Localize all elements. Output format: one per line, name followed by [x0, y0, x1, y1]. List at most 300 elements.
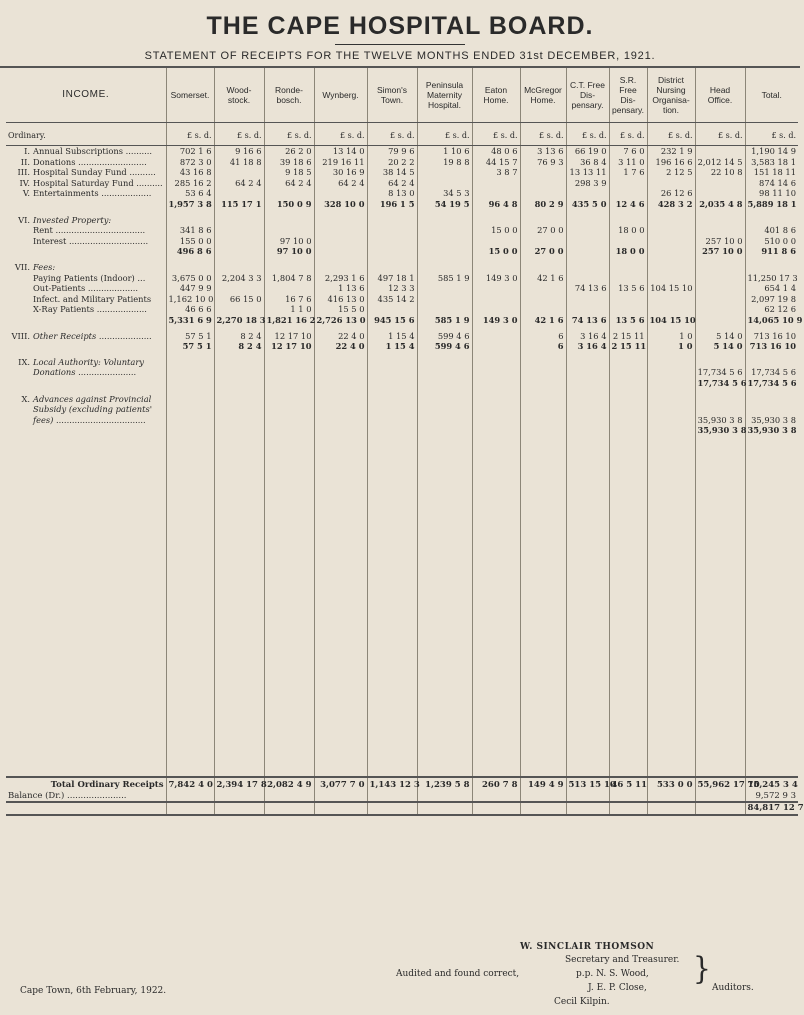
- amount-cell: [264, 283, 314, 294]
- amount-cell: 257 10 0: [695, 246, 745, 257]
- subtotal-row: [6, 199, 798, 210]
- empty-cell: [609, 791, 647, 803]
- amount-cell: 15 0 0: [472, 225, 520, 236]
- amount-cell: 5,331 6 9: [166, 315, 214, 326]
- table-row: [6, 225, 798, 236]
- amount-cell: [609, 367, 647, 378]
- row-label: [6, 283, 166, 294]
- amount-cell: 1,190 14 9: [745, 146, 798, 157]
- column-header: McGregor Home.: [520, 68, 566, 122]
- row-label: [6, 315, 166, 326]
- column-header: Somerset.: [166, 68, 214, 122]
- amount-cell: [264, 425, 314, 436]
- column-header: S.R. Free Dis-pensary.: [609, 68, 647, 122]
- amount-cell: [166, 425, 214, 436]
- empty-cell: [472, 802, 520, 815]
- auditor-two: Cecil Kilpin.: [554, 997, 610, 1007]
- row-label: [6, 215, 166, 226]
- amount-cell: [417, 404, 472, 415]
- amount-cell: [314, 378, 367, 389]
- amount-cell: 54 19 5: [417, 199, 472, 210]
- amount-cell: [609, 273, 647, 284]
- signatory-title: Secretary and Treasurer.: [565, 955, 680, 965]
- amount-cell: [566, 215, 609, 226]
- empty-cell: [520, 791, 566, 803]
- amount-cell: [166, 378, 214, 389]
- amount-cell: [264, 225, 314, 236]
- blank-cell: [314, 441, 367, 777]
- amount-cell: 13 5 6: [609, 315, 647, 326]
- amount-cell: 713 16 10: [745, 331, 798, 342]
- amount-cell: 115 17 1: [214, 199, 264, 210]
- amount-cell: 911 8 6: [745, 246, 798, 257]
- table-row: [6, 273, 798, 284]
- amount-cell: [417, 304, 472, 315]
- amount-cell: [520, 425, 566, 436]
- amount-cell: [472, 425, 520, 436]
- row-number: X.: [21, 393, 30, 404]
- column-header: Peninsula Maternity Hospital.: [417, 68, 472, 122]
- amount-cell: [417, 415, 472, 426]
- amount-cell: [520, 215, 566, 226]
- table-row: [6, 394, 798, 405]
- amount-cell: [367, 378, 417, 389]
- amount-cell: 41 18 8: [214, 157, 264, 168]
- table-row: [6, 236, 798, 247]
- row-label: [6, 199, 166, 210]
- amount-cell: [367, 415, 417, 426]
- auditor-one: J. E. P. Close,: [588, 983, 647, 993]
- amount-cell: 2,035 4 8: [695, 199, 745, 210]
- amount-cell: 5 14 0: [695, 331, 745, 342]
- amount-cell: 12 17 10: [264, 341, 314, 352]
- amount-cell: 585 1 9: [417, 273, 472, 284]
- empty-cell: [472, 791, 520, 803]
- row-number: IX.: [18, 356, 30, 367]
- amount-cell: 585 1 9: [417, 315, 472, 326]
- amount-cell: [417, 225, 472, 236]
- table-body: [6, 122, 804, 815]
- amount-cell: [264, 415, 314, 426]
- amount-cell: [214, 394, 264, 405]
- empty-cell: [6, 802, 166, 815]
- empty-cell: [214, 802, 264, 815]
- report-subtitle: STATEMENT OF RECEIPTS FOR THE TWELVE MONTHS ENDED 31st DECEMBER, 1921.: [144, 50, 656, 62]
- amount-cell: 97 10 0: [264, 236, 314, 247]
- empty-cell: [314, 791, 367, 803]
- amount-cell: 80 2 9: [520, 199, 566, 210]
- amount-cell: 1 15 4: [367, 341, 417, 352]
- amount-cell: [214, 378, 264, 389]
- blank-cell: [6, 441, 166, 777]
- amount-cell: 510 0 0: [745, 236, 798, 247]
- row-label-text: Infect. and Military Patients: [33, 293, 152, 304]
- amount-cell: 2,097 19 8: [745, 294, 798, 305]
- amount-cell: [609, 404, 647, 415]
- amount-cell: [695, 273, 745, 284]
- amount-cell: 36 8 4: [566, 157, 609, 168]
- table-row: [6, 367, 798, 378]
- column-header: Simon's Town.: [367, 68, 417, 122]
- amount-cell: 219 16 11: [314, 157, 367, 168]
- amount-cell: 26 12 6: [647, 188, 695, 199]
- amount-cell: [566, 273, 609, 284]
- amount-cell: [472, 283, 520, 294]
- amount-cell: [214, 262, 264, 273]
- amount-cell: [647, 415, 695, 426]
- amount-cell: 12 3 3: [367, 283, 417, 294]
- row-label-text: Paying Patients (Indoor) ...: [33, 272, 146, 283]
- amount-cell: 341 8 6: [166, 225, 214, 236]
- amount-cell: 27 0 0: [520, 246, 566, 257]
- empty-cell: [520, 802, 566, 815]
- blank-cell: [472, 441, 520, 777]
- amount-cell: [417, 236, 472, 247]
- amount-cell: [566, 294, 609, 305]
- amount-cell: 38 14 5: [367, 167, 417, 178]
- blank-cell: [214, 441, 264, 777]
- amount-cell: 155 0 0: [166, 236, 214, 247]
- amount-cell: [647, 225, 695, 236]
- amount-cell: [472, 404, 520, 415]
- amount-cell: 14,065 10 9: [745, 315, 798, 326]
- amount-cell: [166, 262, 214, 273]
- amount-cell: [566, 425, 609, 436]
- empty-cell: [166, 791, 214, 803]
- amount-cell: 9 16 6: [214, 146, 264, 157]
- amount-cell: [695, 215, 745, 226]
- amount-cell: [520, 167, 566, 178]
- amount-cell: 196 1 5: [367, 199, 417, 210]
- row-label: [6, 294, 166, 305]
- amount-cell: [264, 357, 314, 368]
- amount-cell: 401 8 6: [745, 225, 798, 236]
- empty-cell: [566, 791, 609, 803]
- row-label-text: Invested Property:: [33, 214, 112, 225]
- empty-cell: [367, 791, 417, 803]
- amount-cell: [314, 394, 367, 405]
- amount-cell: 8 2 4: [214, 331, 264, 342]
- amount-cell: [264, 394, 314, 405]
- amount-cell: [520, 178, 566, 189]
- amount-cell: 46 6 6: [166, 304, 214, 315]
- amount-cell: [367, 425, 417, 436]
- amount-cell: [566, 415, 609, 426]
- amount-cell: 702 1 6: [166, 146, 214, 157]
- empty-cell: [264, 802, 314, 815]
- amount-cell: [264, 404, 314, 415]
- amount-cell: [417, 357, 472, 368]
- row-label-text: Advances against Provincial: [33, 393, 152, 404]
- empty-cell: [647, 791, 695, 803]
- amount-cell: [166, 404, 214, 415]
- amount-cell: [695, 188, 745, 199]
- amount-cell: 53 6 4: [166, 188, 214, 199]
- amount-cell: [214, 167, 264, 178]
- amount-cell: 945 15 6: [367, 315, 417, 326]
- amount-cell: 599 4 6: [417, 331, 472, 342]
- amount-cell: 48 0 6: [472, 146, 520, 157]
- amount-cell: 66 19 0: [566, 146, 609, 157]
- amount-cell: [166, 215, 214, 226]
- amount-cell: 2 12 5: [647, 167, 695, 178]
- amount-cell: [609, 178, 647, 189]
- subtotal-row: [6, 341, 798, 352]
- empty-cell: [264, 791, 314, 803]
- column-header: Total.: [745, 68, 798, 122]
- amount-cell: [647, 367, 695, 378]
- auditors-label: Auditors.: [712, 983, 754, 993]
- amount-cell: [214, 304, 264, 315]
- amount-cell: 285 16 2: [166, 178, 214, 189]
- amount-cell: 64 2 4: [264, 178, 314, 189]
- amount-cell: 1 7 6: [609, 167, 647, 178]
- amount-cell: [695, 404, 745, 415]
- amount-cell: 874 14 6: [745, 178, 798, 189]
- amount-cell: 97 10 0: [264, 246, 314, 257]
- column-header: Wynberg.: [314, 68, 367, 122]
- empty-cell: [695, 791, 745, 803]
- amount-cell: 64 2 4: [314, 178, 367, 189]
- amount-cell: [314, 236, 367, 247]
- empty-cell: [367, 802, 417, 815]
- empty-cell: [609, 802, 647, 815]
- amount-cell: [609, 357, 647, 368]
- amount-cell: [566, 378, 609, 389]
- row-label: [6, 367, 166, 378]
- amount-cell: [314, 367, 367, 378]
- amount-cell: 26 2 0: [264, 146, 314, 157]
- amount-cell: [472, 262, 520, 273]
- amount-cell: 79 9 6: [367, 146, 417, 157]
- amount-cell: 35,930 3 8: [745, 425, 798, 436]
- blank-cell: [695, 441, 745, 777]
- table-row: [6, 157, 798, 168]
- amount-cell: [566, 304, 609, 315]
- amount-cell: [695, 225, 745, 236]
- amount-cell: 1,804 7 8: [264, 273, 314, 284]
- amount-cell: 328 10 0: [314, 199, 367, 210]
- amount-cell: [609, 188, 647, 199]
- amount-cell: [314, 215, 367, 226]
- amount-cell: 150 0 9: [264, 199, 314, 210]
- amount-cell: [472, 394, 520, 405]
- amount-cell: [647, 178, 695, 189]
- amount-cell: 6: [520, 331, 566, 342]
- row-label-text: X-Ray Patients ...................: [33, 304, 147, 315]
- amount-cell: 27 0 0: [520, 225, 566, 236]
- column-header-row: [6, 68, 798, 122]
- amount-cell: 20 2 2: [367, 157, 417, 168]
- amount-cell: [647, 404, 695, 415]
- amount-cell: 22 10 8: [695, 167, 745, 178]
- amount-cell: 42 1 6: [520, 315, 566, 326]
- currency-units: £ s. d.: [695, 122, 745, 146]
- amount-cell: [520, 357, 566, 368]
- column-header: District Nursing Organisa-tion.: [647, 68, 695, 122]
- row-label: [6, 178, 166, 189]
- row-number: VII.: [14, 262, 30, 273]
- row-label: [6, 236, 166, 247]
- amount-cell: 7 6 0: [609, 146, 647, 157]
- column-header: Wood-stock.: [214, 68, 264, 122]
- amount-cell: [214, 283, 264, 294]
- amount-cell: 196 16 6: [647, 157, 695, 168]
- amount-cell: 57 5 1: [166, 331, 214, 342]
- audited-note: Audited and found correct,: [396, 969, 520, 979]
- row-label-text: Other Receipts ....................: [33, 330, 152, 341]
- amount-cell: 497 18 1: [367, 273, 417, 284]
- amount-cell: [566, 357, 609, 368]
- amount-cell: [472, 378, 520, 389]
- amount-cell: [472, 331, 520, 342]
- table-row: [6, 357, 798, 368]
- amount-cell: [472, 415, 520, 426]
- amount-cell: [214, 404, 264, 415]
- amount-cell: 15 0 0: [472, 246, 520, 257]
- amount-cell: 3 16 4: [566, 341, 609, 352]
- total-amount: 1,239 5 8: [417, 777, 472, 791]
- table-row: [6, 262, 798, 273]
- total-amount: 7,842 4 0: [166, 777, 214, 791]
- amount-cell: [472, 357, 520, 368]
- amount-cell: 1 0: [647, 341, 695, 352]
- row-label-text: Annual Subscriptions ..........: [33, 146, 153, 157]
- amount-cell: [695, 315, 745, 326]
- row-label-text: Hospital Sunday Fund ..........: [33, 167, 156, 178]
- amount-cell: [609, 415, 647, 426]
- amount-cell: [417, 367, 472, 378]
- amount-cell: [314, 188, 367, 199]
- empty-cell: [417, 802, 472, 815]
- row-label-text: Out-Patients ...................: [33, 283, 139, 294]
- amount-cell: [417, 394, 472, 405]
- amount-cell: 3 8 7: [472, 167, 520, 178]
- amount-cell: [214, 357, 264, 368]
- row-label: [6, 341, 166, 352]
- amount-cell: [745, 404, 798, 415]
- amount-cell: 3 11 0: [609, 157, 647, 168]
- total-amount: 513 15 10: [566, 777, 609, 791]
- amount-cell: [566, 188, 609, 199]
- amount-cell: 1 10 6: [417, 146, 472, 157]
- amount-cell: 713 16 10: [745, 341, 798, 352]
- row-label: [6, 167, 166, 178]
- ordinary-label: Ordinary.: [6, 122, 166, 146]
- amount-cell: 2,204 3 3: [214, 273, 264, 284]
- amount-cell: 17,734 5 6: [745, 378, 798, 389]
- blank-cell: [264, 441, 314, 777]
- currency-units: £ s. d.: [417, 122, 472, 146]
- amount-cell: 447 9 9: [166, 283, 214, 294]
- amount-cell: [314, 225, 367, 236]
- total-row: [6, 777, 798, 791]
- amount-cell: [520, 304, 566, 315]
- amount-cell: 22 4 0: [314, 331, 367, 342]
- amount-cell: 98 11 10: [745, 188, 798, 199]
- amount-cell: 298 3 9: [566, 178, 609, 189]
- amount-cell: [417, 178, 472, 189]
- amount-cell: [520, 367, 566, 378]
- amount-cell: 34 5 3: [417, 188, 472, 199]
- table-row: [6, 331, 798, 342]
- signatory-name: W. SINCLAIR THOMSON: [520, 942, 655, 952]
- amount-cell: [520, 394, 566, 405]
- amount-cell: 428 3 2: [647, 199, 695, 210]
- amount-cell: [695, 262, 745, 273]
- row-label: [6, 246, 166, 257]
- amount-cell: [520, 404, 566, 415]
- amount-cell: [367, 394, 417, 405]
- amount-cell: 64 2 4: [367, 178, 417, 189]
- row-label: [6, 425, 166, 436]
- amount-cell: 1 15 4: [367, 331, 417, 342]
- balance-row: [6, 791, 798, 803]
- amount-cell: 496 8 6: [166, 246, 214, 257]
- total-amount: 2,394 17 8: [214, 777, 264, 791]
- amount-cell: [417, 215, 472, 226]
- subtotal-row: [6, 425, 798, 436]
- total-amount: 2,082 4 9: [264, 777, 314, 791]
- amount-cell: [566, 246, 609, 257]
- table-row: [6, 304, 798, 315]
- receipts-table: [6, 68, 804, 816]
- amount-cell: [647, 394, 695, 405]
- total-label: Total Ordinary Receipts: [6, 777, 166, 791]
- amount-cell: 104 15 10: [647, 283, 695, 294]
- amount-cell: 12 4 6: [609, 199, 647, 210]
- row-label-text: Donations ......................: [33, 367, 137, 378]
- amount-cell: 8 2 4: [214, 341, 264, 352]
- amount-cell: [214, 188, 264, 199]
- row-label: [6, 357, 166, 368]
- currency-units: £ s. d.: [520, 122, 566, 146]
- amount-cell: 62 12 6: [745, 304, 798, 315]
- amount-cell: [417, 378, 472, 389]
- amount-cell: 22 4 0: [314, 341, 367, 352]
- amount-cell: [472, 341, 520, 352]
- amount-cell: [417, 246, 472, 257]
- amount-cell: [472, 188, 520, 199]
- per-procurationem: p.p. N. S. Wood,: [576, 969, 649, 979]
- amount-cell: 15 5 0: [314, 304, 367, 315]
- row-number: VIII.: [11, 330, 30, 341]
- amount-cell: 43 16 8: [166, 167, 214, 178]
- amount-cell: [367, 357, 417, 368]
- currency-units: £ s. d.: [609, 122, 647, 146]
- amount-cell: [472, 304, 520, 315]
- amount-cell: [520, 378, 566, 389]
- row-label: [6, 331, 166, 342]
- amount-cell: [367, 246, 417, 257]
- amount-cell: 35,930 3 8: [695, 415, 745, 426]
- table-row: [6, 178, 798, 189]
- amount-cell: 3,675 0 0: [166, 273, 214, 284]
- amount-cell: 2,293 1 6: [314, 273, 367, 284]
- row-number: II.: [20, 156, 30, 167]
- row-number: III.: [17, 167, 30, 178]
- row-label: [6, 394, 166, 405]
- amount-cell: 19 8 8: [417, 157, 472, 168]
- empty-cell: [166, 802, 214, 815]
- amount-cell: [695, 357, 745, 368]
- amount-cell: [314, 404, 367, 415]
- row-number: VI.: [18, 214, 30, 225]
- empty-cell: [214, 791, 264, 803]
- column-header-income: INCOME.: [6, 68, 166, 122]
- auditors-brace: }: [693, 950, 711, 987]
- amount-cell: 39 18 6: [264, 157, 314, 168]
